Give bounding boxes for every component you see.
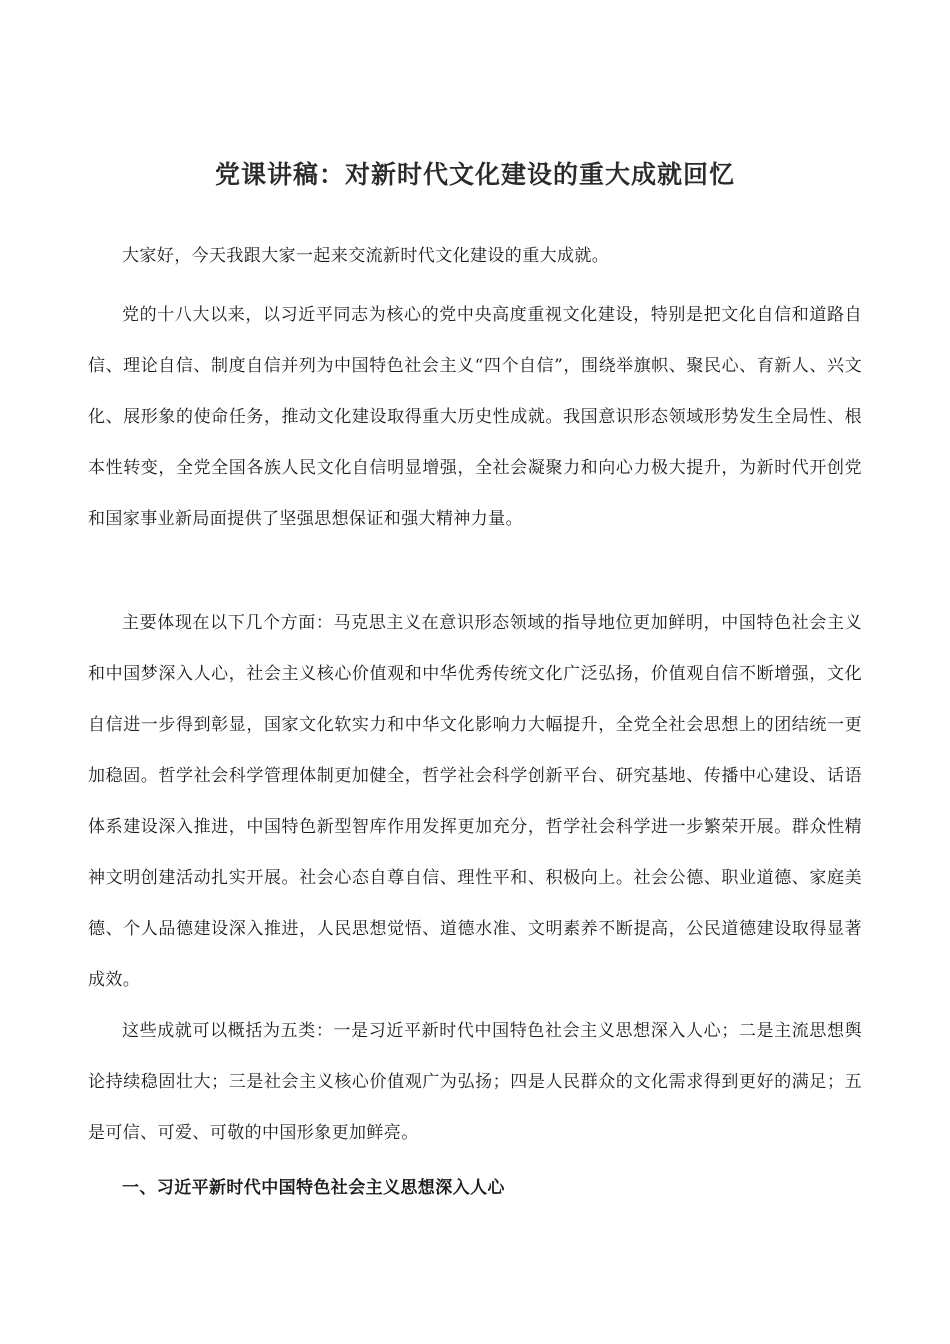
document-title: 党课讲稿：对新时代文化建设的重大成就回忆 — [214, 160, 735, 189]
paragraph-aspects: 主要体现在以下几个方面：马克思主义在意识形态领域的指导地位更加鲜明，中国特色社会主义和中国梦深入人心，社会主义核心价值观和中华优秀传统文化广泛弘扬，价值观自信不断增强，文化自信进一步得到彰显，国家文化软实力和中华文化影响力大幅提升，全党全社会思想上的团结统一更加稳固。哲学社会科学管理体制更加健全，哲学社会科学创新平台、研究基地、传播中心建设、话语体系建设深入推进，中国特色新型智库作用发挥更加充分，哲学社会科学进一步繁荣开展。群众性精神文明创建活动扎实开展。社会心态自尊自信、理性平和、积极向上。社会公德、职业道德、家庭美德、个人品德建设深入推进，人民思想觉悟、道德水准、文明素养不断提高，公民道德建设取得显著成效。 — [88, 613, 862, 990]
section-heading: 一、习近平新时代中国特色社会主义思想深入人心 — [122, 1178, 505, 1198]
paragraph-greeting: 大家好，今天我跟大家一起来交流新时代文化建设的重大成就。 — [122, 246, 610, 266]
paragraph-overview: 党的十八大以来，以习近平同志为核心的党中央高度重视文化建设，特别是把文化自信和道路自信、理论自信、制度自信并列为中国特色社会主义“四个自信”，围绕举旗帜、聚民心、育新人、兴文化、展形象的使命任务，推动文化建设取得重大历史性成就。我国意识形态领域形势发生全局性、根本性转变，全党全国各族人民文化自信明显增强，全社会凝聚力和向心力极大提升，为新时代开创党和国家事业新局面提供了坚强思想保证和强大精神力量。 — [88, 305, 862, 529]
paragraph-summary: 这些成就可以概括为五类：一是习近平新时代中国特色社会主义思想深入人心；二是主流思想舆论持续稳固壮大；三是社会主义核心价值观广为弘扬；四是人民群众的文化需求得到更好的满足；五是可信、可爱、可敬的中国形象更加鲜亮。 — [88, 1021, 862, 1143]
